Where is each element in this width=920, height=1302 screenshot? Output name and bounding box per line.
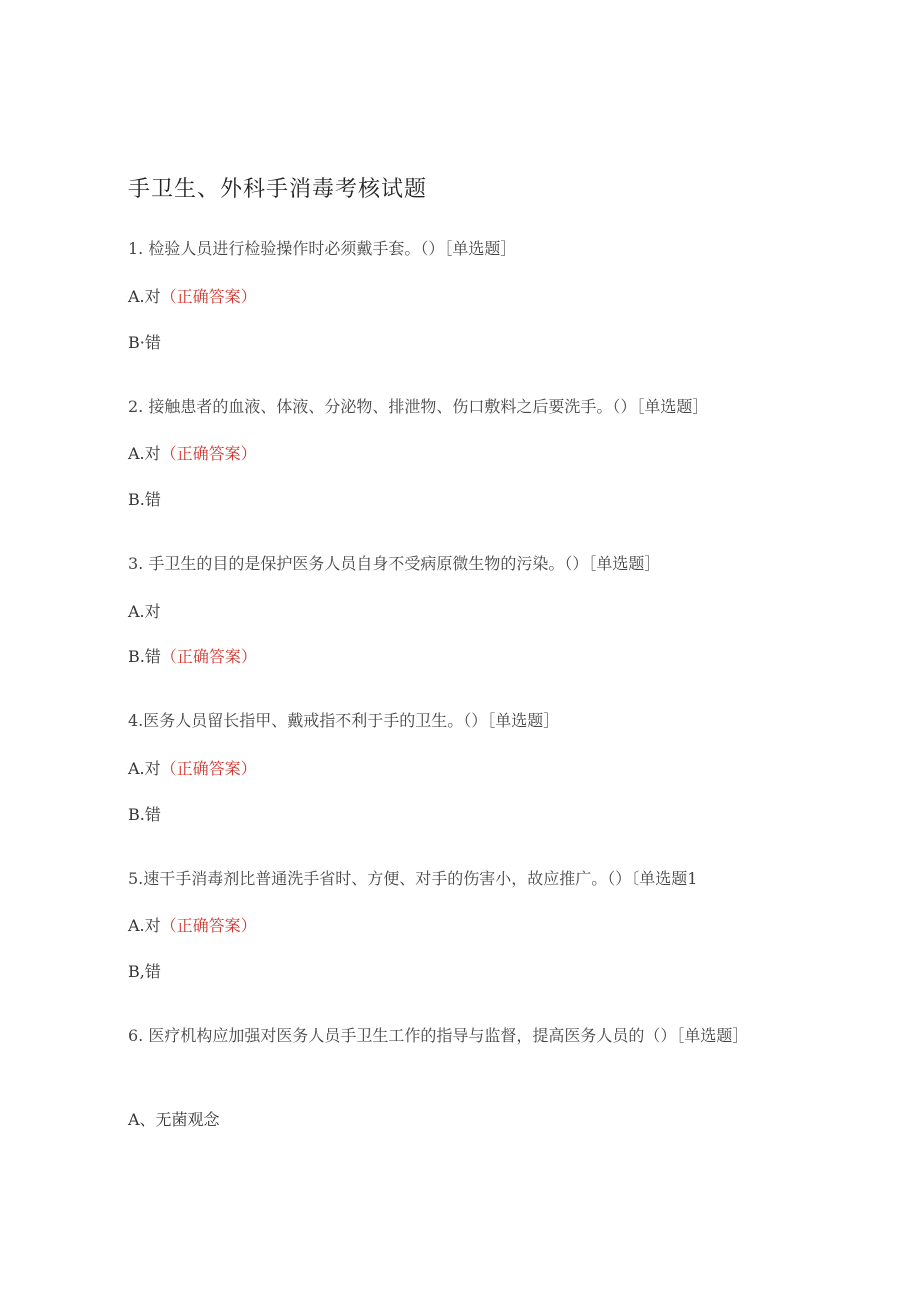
option-label: B,错 bbox=[128, 962, 161, 981]
option-label: B.错 bbox=[128, 647, 161, 666]
correct-answer-mark: （正确答案） bbox=[160, 647, 257, 666]
option-label: A.对 bbox=[128, 759, 161, 778]
correct-answer-mark: （正确答案） bbox=[160, 444, 257, 463]
option-label: B·错 bbox=[128, 333, 161, 352]
question-4-option-a bbox=[128, 757, 257, 781]
question-4-text: 4.医务人员留长指甲、戴戒指不利于手的卫生。（）［单选题］ bbox=[128, 711, 560, 730]
option-label: A.对 bbox=[128, 602, 161, 621]
question-6-text: 6. 医疗机构应加强对医务人员手卫生工作的指导与监督，提高医务人员的（）［单选题］ bbox=[128, 1026, 749, 1045]
question-2-text: 2. 接触患者的血液、体液、分泌物、排泄物、伤口敷料之后要洗手。（）［单选题］ bbox=[128, 397, 709, 416]
question-3-option-b bbox=[128, 645, 257, 669]
question-3-text: 3. 手卫生的目的是保护医务人员自身不受病原微生物的污染。（）［单选题］ bbox=[128, 554, 661, 573]
question-1-option-a bbox=[128, 285, 257, 309]
question-2-option-b bbox=[128, 488, 161, 512]
correct-answer-mark: （正确答案） bbox=[160, 287, 257, 306]
correct-answer-mark: （正确答案） bbox=[160, 916, 257, 935]
question-6-option-a bbox=[128, 1108, 220, 1132]
question-5-text: 5.速干手消毒剂比普通洗手省时、方便、对手的伤害小，故应推广。（）〔单选题1 bbox=[128, 869, 698, 888]
option-label: A.对 bbox=[128, 916, 161, 935]
document-title: 手卫生、外科手消毒考核试题 bbox=[128, 177, 428, 202]
option-label: B.错 bbox=[128, 490, 161, 509]
option-label: A.对 bbox=[128, 444, 161, 463]
option-label: B.错 bbox=[128, 805, 161, 824]
question-4-option-b bbox=[128, 803, 161, 827]
question-5-option-b bbox=[128, 960, 161, 984]
question-2-option-a bbox=[128, 442, 257, 466]
correct-answer-mark: （正确答案） bbox=[160, 759, 257, 778]
option-label: A.对 bbox=[128, 287, 161, 306]
question-1-text: 1. 检验人员进行检验操作时必须戴手套。（）［单选题］ bbox=[128, 239, 517, 258]
option-label: A、无菌观念 bbox=[128, 1110, 220, 1129]
question-1-option-b bbox=[128, 331, 161, 355]
question-3-option-a bbox=[128, 600, 161, 624]
question-5-option-a bbox=[128, 914, 257, 938]
